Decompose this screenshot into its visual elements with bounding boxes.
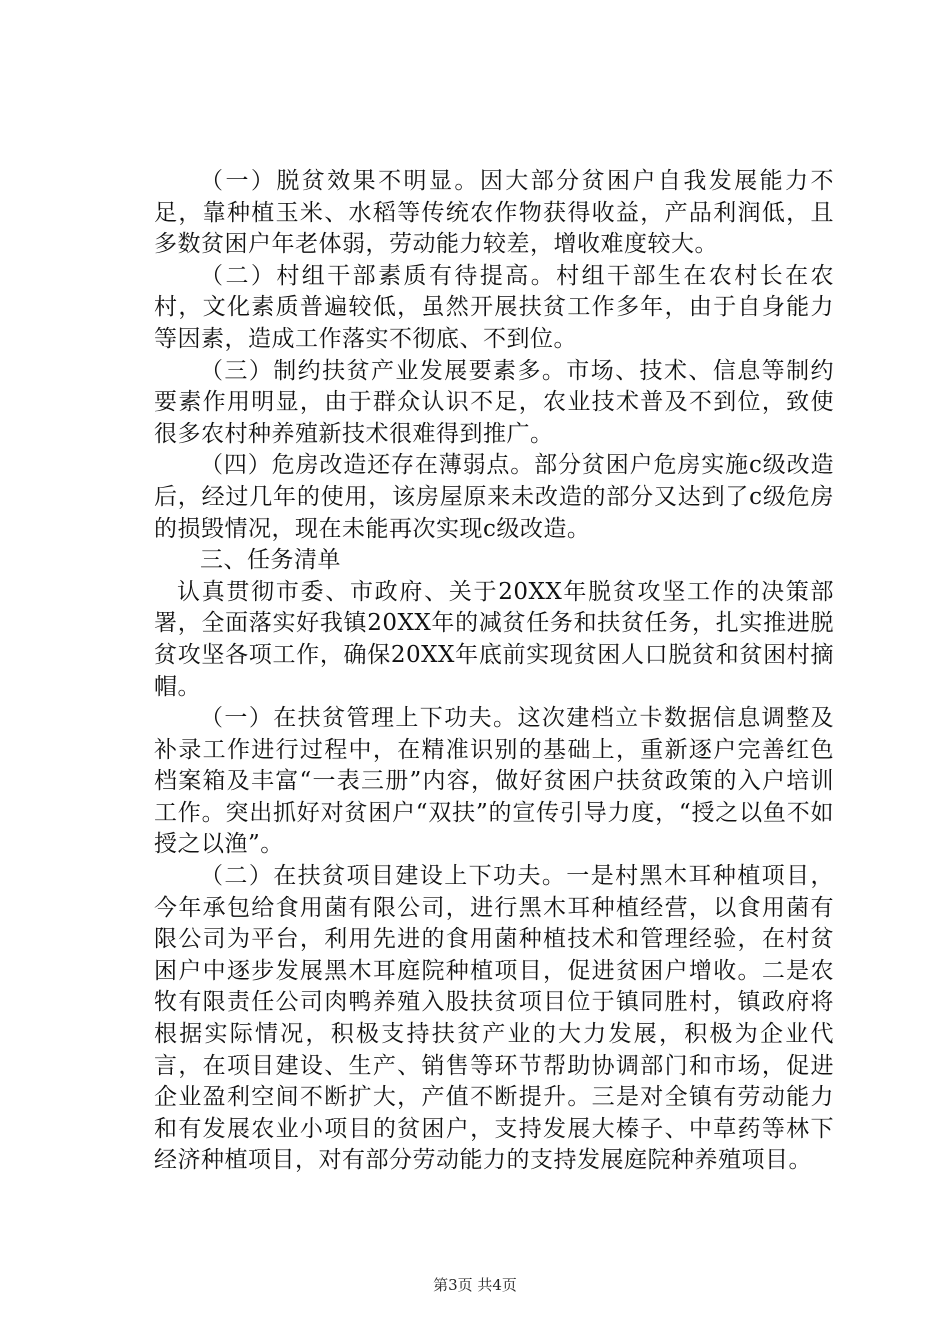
paragraph-task-1: （一）在扶贫管理上下功夫。这次建档立卡数据信息调整及补录工作进行过程中，在精准识别的基础上，重新逐户完善红色档案箱及丰富“一表三册”内容，做好贫困户扶贫政策的入户培训工作。突出抓好对贫困户“双扶”的宣传引导力度，“授之以鱼不如授之以渔”。 xyxy=(154,705,834,858)
page-footer: 第3页 共4页 xyxy=(433,1276,517,1294)
document-body xyxy=(154,166,834,1177)
paragraph-problem-3: （三）制约扶贫产业发展要素多。市场、技术、信息等制约要素作用明显，由于群众认识不足，农业技术普及不到位，致使很多农村种养殖新技术很难得到推广。 xyxy=(154,357,834,447)
section-heading-task-list: 三、任务清单 xyxy=(200,547,341,574)
paragraph-problem-1: （一）脱贫效果不明显。因大部分贫困户自我发展能力不足，靠种植玉米、水稻等传统农作物获得收益，产品利润低，且多数贫困户年老体弱，劳动能力较差，增收难度较大。 xyxy=(154,168,834,258)
paragraph-problem-4: （四）危房改造还存在薄弱点。部分贫困户危房实施c级改造后，经过几年的使用，该房屋原来未改造的部分又达到了c级危房的损毁情况，现在未能再次实现c级改造。 xyxy=(154,452,834,542)
paragraph-task-2: （二）在扶贫项目建设上下功夫。一是村黑木耳种植项目，今年承包给食用菌有限公司，进行黑木耳种植经营，以食用菌有限公司为平台，利用先进的食用菌种植技术和管理经验，在村贫困户中逐步发展黑木耳庭院种植项目，促进贫困户增收。二是农牧有限责任公司肉鸭养殖入股扶贫项目位于镇同胜村，镇政府将根据实际情况，积极支持扶贫产业的大力发展，积极为企业代言，在项目建设、生产、销售等环节帮助协调部门和市场，促进企业盈利空间不断扩大，产值不断提升。三是对全镇有劳动能力和有发展农业小项目的贫困户，支持发展大榛子、中草药等林下经济种植项目，对有部分劳动能力的支持发展庭院种养殖项目。 xyxy=(154,863,834,1174)
paragraph-problem-2: （二）村组干部素质有待提高。村组干部生在农村长在农村，文化素质普遍较低，虽然开展扶贫工作多年，由于自身能力等因素，造成工作落实不彻底、不到位。 xyxy=(154,262,834,352)
paragraph-task-intro: 认真贯彻市委、市政府、关于20XX年脱贫攻坚工作的决策部署，全面落实好我镇20XX年的减贫任务和扶贫任务，扎实推进脱贫攻坚各项工作，确保20XX年底前实现贫困人口脱贫和贫困村摘帽。 xyxy=(154,578,834,700)
